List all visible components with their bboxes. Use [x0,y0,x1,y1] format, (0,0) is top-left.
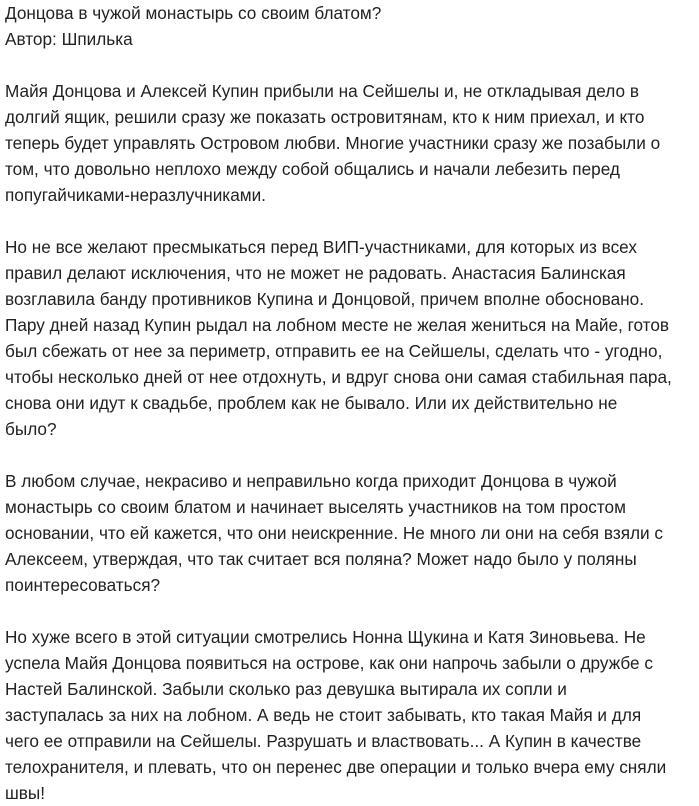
paragraph-4 [5,624,695,806]
paragraph-2 [5,234,695,442]
paragraph-line: Но не все желают пресмыкаться перед ВИП-участниками, для которых из всех [5,237,637,257]
paragraph-line: В любом случае, некрасиво и неправильно когда приходит Донцова в чужой [5,471,617,491]
paragraph-line: Алексеем, утверждая, что так считает вся поляна? Может надо было у поляны [5,549,637,569]
paragraph-line: был сбежать от нее за периметр, отправить ее на Сейшелы, сделать что - угодно, [5,341,663,361]
article-title-text: Донцова в чужой монастырь со своим блатом? [5,3,382,23]
paragraph-line: поинтересоваться? [5,575,161,595]
article-title [5,0,695,26]
paragraph-3 [5,468,695,598]
paragraph-line: правил делают исключения, что не может не радовать. Анастасия Балинская [5,263,626,283]
paragraph-line: том, что довольно неплохо между собой общались и начали лебезить перед [5,159,620,179]
paragraph-line: чего ее отправили на Сейшелы. Разрушать и властвовать... А Купин в качестве [5,731,642,751]
paragraph-line: Майя Донцова и Алексей Купин прибыли на Сейшелы и, не откладывая дело в [5,81,639,101]
paragraph-line: Но хуже всего в этой ситуации смотрелись Нонна Щукина и Катя Зиновьева. Не [5,627,646,647]
article-author [5,26,695,52]
paragraph-line: теперь будет управлять Островом любви. Многие участники сразу же позабыли о [5,133,661,153]
paragraph-line: заступалась за них на лобном. А ведь не стоит забывать, кто такая Майя и для [5,705,642,725]
paragraph-line: основании, что ей кажется, что они неискренние. Не много ли они на себя взяли с [5,523,664,543]
paragraph-line: швы! [5,783,46,803]
paragraph-line: долгий ящик, решили сразу же показать островитянам, кто к ним приехал, и кто [5,107,645,127]
paragraph-line: было? [5,419,57,439]
paragraph-line: телохранителя, и плевать, что он перенес две операции и только вчера ему сняли [5,757,667,777]
paragraph-line: успела Майя Донцова появиться на острове, как они напрочь забыли о дружбе с [5,653,653,673]
article-author-text: Автор: Шпилька [5,29,133,49]
paragraph-line: попугайчиками-неразлучниками. [5,185,266,205]
paragraph-line: Настей Балинской. Забыли сколько раз девушка вытирала их сопли и [5,679,567,699]
paragraph-line: монастырь со своим блатом и начинает выселять участников на том простом [5,497,626,517]
paragraph-line: снова они идут к свадьбе, проблем как не бывало. Или их действительно не [5,393,618,413]
paragraph-1 [5,78,695,208]
paragraph-line: Пару дней назад Купин рыдал на лобном месте не желая жениться на Майе, готов [5,315,670,335]
paragraph-line: возглавила банду противников Купина и Донцовой, причем вполне обосновано. [5,289,645,309]
paragraph-line: чтобы несколько дней от нее отдохнуть, и вдруг снова они самая стабильная пара, [5,367,672,387]
article [5,0,695,806]
